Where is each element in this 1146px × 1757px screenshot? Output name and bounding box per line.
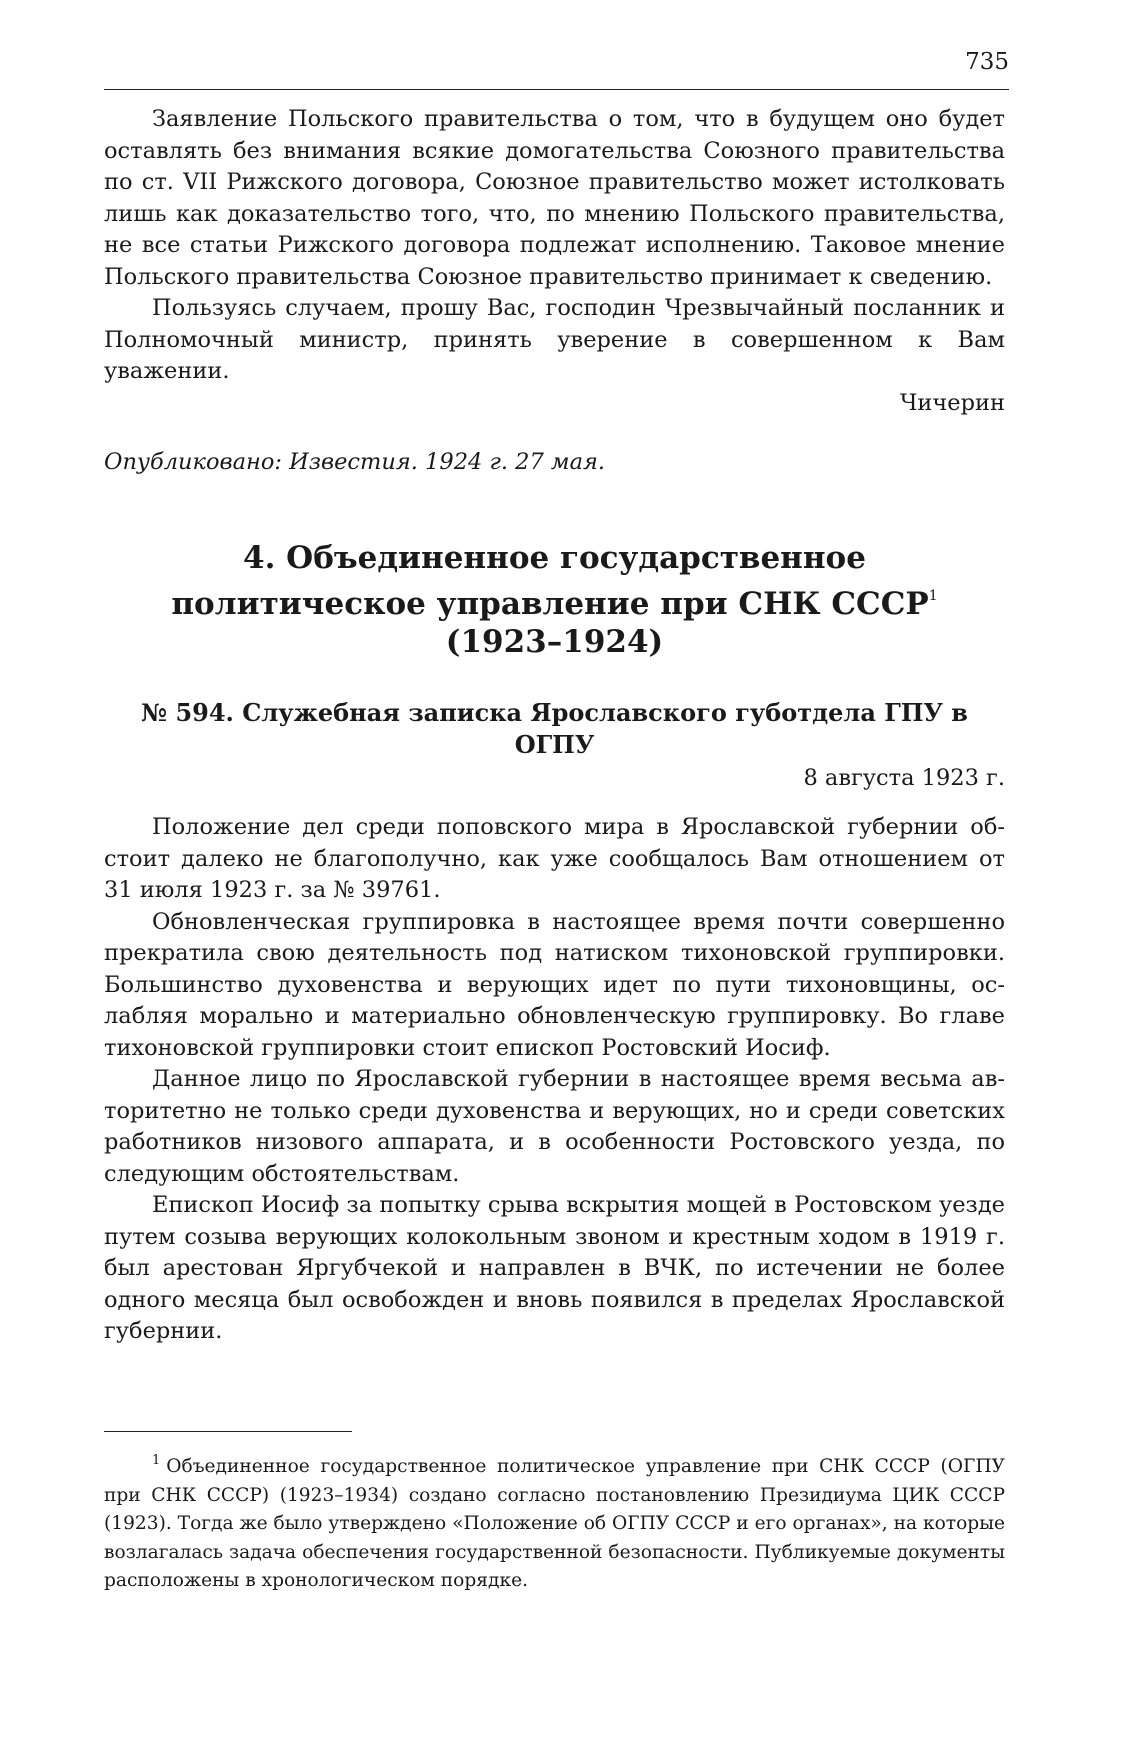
letter-paragraph: Заявление Польского правительства о том, что в будущем оно будет оставлять без внимания всякие домогательства Союзного правительства по ст. VII Рижского договора, Союзное правительство может истолковать лишь как доказательство того, что, по мнению Польского правительства, не все статьи Рижского договора подлежат исполнению. Таковое мнение Польского правительства Союзное правительство принимает к сведению. <box>104 106 1005 290</box>
document-date: 8 августа 1923 г. <box>803 764 1005 791</box>
footnote-number: 1 <box>152 1453 161 1468</box>
footnote <box>104 1447 1005 1596</box>
publication-note: Опубликовано: Известия. 1924 г. 27 мая. <box>104 449 606 475</box>
section-title <box>104 539 1005 661</box>
section-title-line: 4. Объединенное государственное <box>243 539 866 576</box>
header-rule <box>104 89 1009 90</box>
signature: Чичерин <box>900 389 1005 416</box>
letter-paragraph: Пользуясь случаем, прошу Вас, господин Чрезвычайный посланник и Полномочный министр, принять уверение в совершенном к Вам уважении. <box>104 295 1005 384</box>
document-paragraph: Положение дел среди поповского мира в Ярославской губернии обстоит далеко не благополучно, как уже сообщалось Вам отношением от 31 июля 1923 г. за № 39761. <box>104 814 1005 903</box>
document-paragraph: Епископ Иосиф за попытку срыва вскрытия мощей в Ростовском уезде путем созыва верующих колокольным звоном и крестным ходом в 1919 г. был арестован Яргубчекой и направлен в ВЧК, по истечении не более одного месяца был освобожден и вновь появился в пределах Ярославской губернии. <box>104 1192 1005 1344</box>
footnote-rule <box>104 1431 352 1432</box>
page-number: 735 <box>965 49 1009 75</box>
document-paragraph: Данное лицо по Ярославской губернии в настоящее время весьма авторитетно не только среди духовенства и верующих, но и среди советских работников низового аппарата, и в особенности Ростовского уезда, по следующим обстоятельствам. <box>104 1066 1005 1187</box>
page-content <box>104 104 1005 1348</box>
document-title: № 594. Служебная записка Ярославского губотдела ГПУ в ОГПУ <box>141 697 968 759</box>
document-paragraph: Обновленческая группировка в настоящее время почти совершенно прекратила свою деятельность под натиском тихоновской группировки. Большинство духовенства и верующих идет по пути тихоновщины, ослабляя морально и материально обновленческую группировку. Во главе тихоновской группировки стоит епископ Ростовский Иосиф. <box>104 908 1005 1061</box>
section-title-line: политическое управление при СНК СССР$^1$ <box>171 585 938 622</box>
footnote-marker: 1 <box>928 587 938 604</box>
footnote-text: Объединенное государственное политическое управление при СНК СССР (ОГПУ при СНК СССР) (1923–1934) создано согласно постановлению Президиума ЦИК СССР (1923). Тогда же было утверждено «Положение об ОГПУ СССР и его органах», на которые возлагалась задача обеспечения государственной безопасности. Публикуемые документы расположены в хронологическом порядке. <box>104 1456 1005 1591</box>
section-title-line: (1923–1924) <box>445 623 664 660</box>
